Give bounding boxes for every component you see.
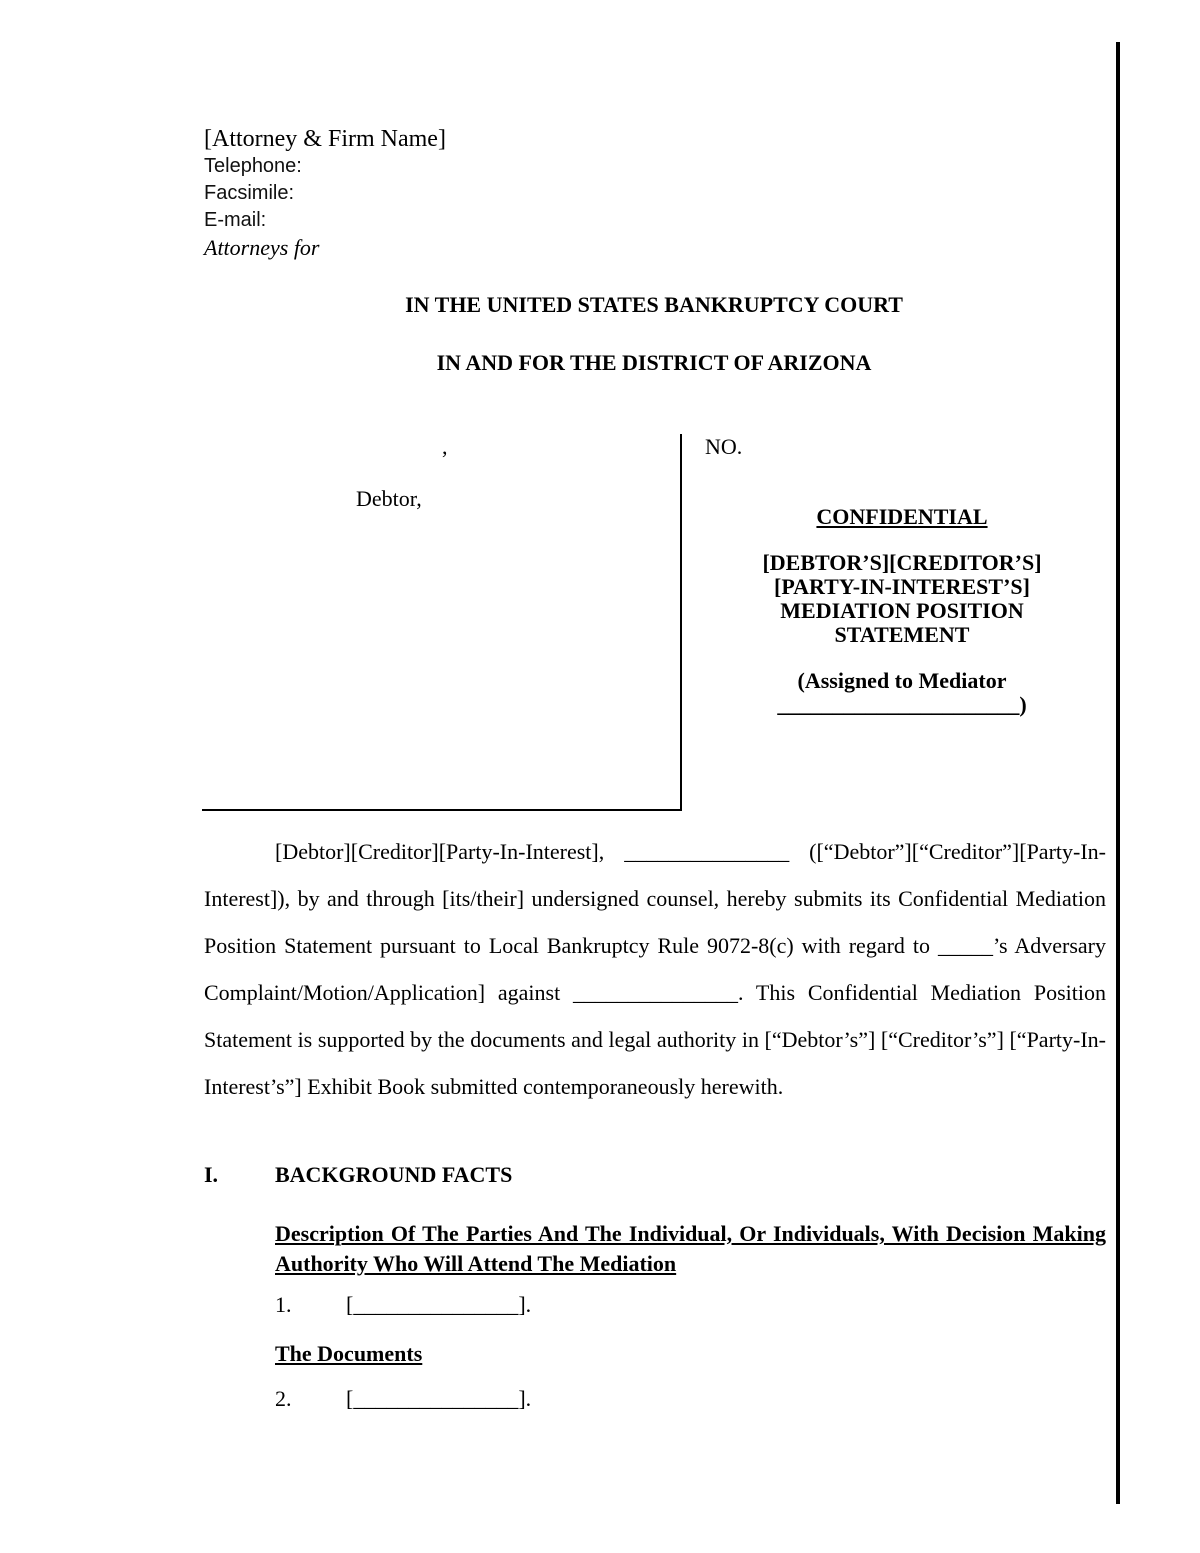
intro-paragraph [204,828,1106,1110]
debtor-name-comma: , [442,434,448,459]
list-item-text: [_______________]. [346,1386,532,1411]
debtor-label: Debtor, [356,486,422,511]
email-label: E-mail: [204,209,267,231]
assigned-mediator-label: (Assigned to Mediator [797,668,1007,693]
list-item-number: 2. [275,1386,292,1411]
right-margin-rule [1116,42,1120,1504]
attorney-firm-name: [Attorney & Firm Name] [204,126,446,152]
case-number-label: NO. [705,434,743,459]
intro-text: [Debtor][Creditor][Party-In-Interest], _______________ ([“Debtor”][“Creditor”][Party-In-Interest]), by and through [its/their] undersigned counsel, hereby submits its Confidential Mediation Position Statement pursuant to Local Bankruptcy Rule 9072-8(c) with regard to _____’s Adversary Complaint/Motion/Application] against _______________. This Confidential Mediation Position Statement is supported by the documents and legal authority in [“Debtor’s”] [“Creditor’s”] [“Party-In-Interest’s”] Exhibit Book submitted contemporaneously herewith. [204,839,1106,1099]
telephone-label: Telephone: [204,155,302,177]
caption-bottom-divider [202,809,682,811]
list-item-number: 1. [275,1292,292,1317]
document-title-line: STATEMENT [834,622,970,647]
subheading-documents: The Documents [275,1341,423,1366]
list-item [275,1386,531,1412]
document-title-line: MEDIATION POSITION [780,598,1024,623]
attorneys-for-label: Attorneys for [204,235,320,260]
document-title-line: [DEBTOR’S][CREDITOR’S] [762,550,1042,575]
section-heading [204,1162,512,1188]
court-district: IN AND FOR THE DISTRICT OF ARIZONA [436,350,872,375]
assigned-mediator-blank: ______________________) [777,692,1027,717]
list-item [275,1292,531,1318]
section-title: BACKGROUND FACTS [275,1162,513,1187]
confidential-heading: CONFIDENTIAL [816,504,988,529]
facsimile-label: Facsimile: [204,182,295,204]
section-number: I. [204,1162,219,1187]
document-title [690,551,1114,647]
subheading-parties: Description Of The Parties And The Individual, Or Individuals, With Decision Making Authority Who Will Attend The Mediation [275,1221,1106,1276]
list-item-text: [_______________]. [346,1292,532,1317]
document-title-line: [PARTY-IN-INTEREST’S] [774,574,1030,599]
attorney-block [204,126,446,261]
assigned-mediator [690,669,1114,717]
caption-vertical-divider [680,434,682,811]
court-name: IN THE UNITED STATES BANKRUPTCY COURT [405,292,903,317]
